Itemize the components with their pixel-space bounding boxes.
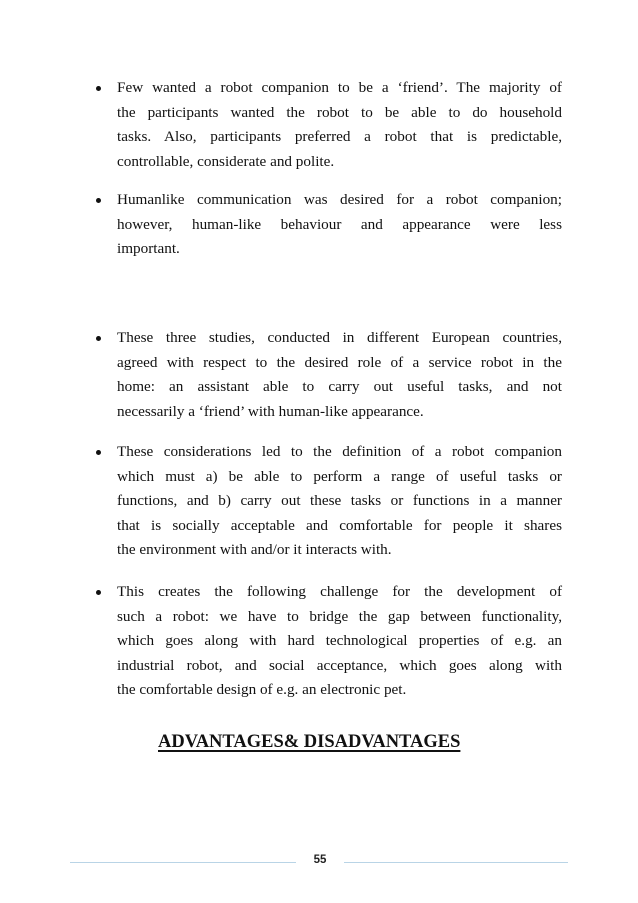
text-line: such a robot: we have to bridge the gap between functionality, — [117, 607, 562, 625]
text-line: This creates the following challenge for the development of — [117, 583, 562, 600]
text-line: Humanlike communication was desired for a robot companion; — [117, 191, 562, 208]
text-line: functions, and b) carry out these tasks or functions in a manner — [117, 492, 562, 510]
bullet-text — [117, 76, 562, 174]
bullet-text — [117, 440, 562, 563]
text-line: important. — [117, 240, 180, 258]
text-line: These considerations led to the definition of a robot companion — [117, 443, 562, 460]
text-line: home: an assistant able to carry out useful tasks, and not — [117, 378, 562, 396]
text-line: the comfortable design of e.g. an electronic pet. — [117, 681, 407, 699]
bullet-dot-icon — [96, 336, 101, 341]
text-line: the participants wanted the robot to be able to do household — [117, 103, 562, 121]
section-heading: ADVANTAGES& DISADVANTAGES — [158, 732, 461, 752]
text-line: agreed with respect to the desired role of a service robot in the — [117, 353, 562, 371]
text-line: the environment with and/or it interacts with. — [117, 541, 392, 559]
bullet-dot-icon — [96, 590, 101, 595]
text-line: industrial robot, and social acceptance, which goes along with — [117, 656, 562, 674]
footer-rule-right — [344, 862, 568, 863]
text-line: which goes along with hard technological properties of e.g. an — [117, 632, 562, 650]
bullet-dot-icon — [96, 450, 101, 455]
text-line: tasks. Also, participants preferred a robot that is predictable, — [117, 128, 562, 146]
text-line: which must a) be able to perform a range of useful tasks or — [117, 467, 562, 485]
text-line: Few wanted a robot companion to be a ‘friend’. The majority of — [117, 79, 562, 96]
text-line: These three studies, conducted in different European countries, — [117, 329, 562, 346]
text-line: necessarily a ‘friend’ with human-like appearance. — [117, 402, 424, 420]
bullet-text — [117, 326, 562, 424]
text-line: however, human-like behaviour and appearance were less — [117, 215, 562, 233]
text-line: controllable, considerate and polite. — [117, 152, 335, 170]
bullet-dot-icon — [96, 198, 101, 203]
text-line: that is socially acceptable and comfortable for people it shares — [117, 516, 562, 534]
bullet-dot-icon — [96, 86, 101, 91]
bullet-text — [117, 188, 562, 262]
footer-rule-left — [70, 862, 296, 863]
page-number: 55 — [313, 854, 327, 866]
bullet-text — [117, 580, 562, 703]
